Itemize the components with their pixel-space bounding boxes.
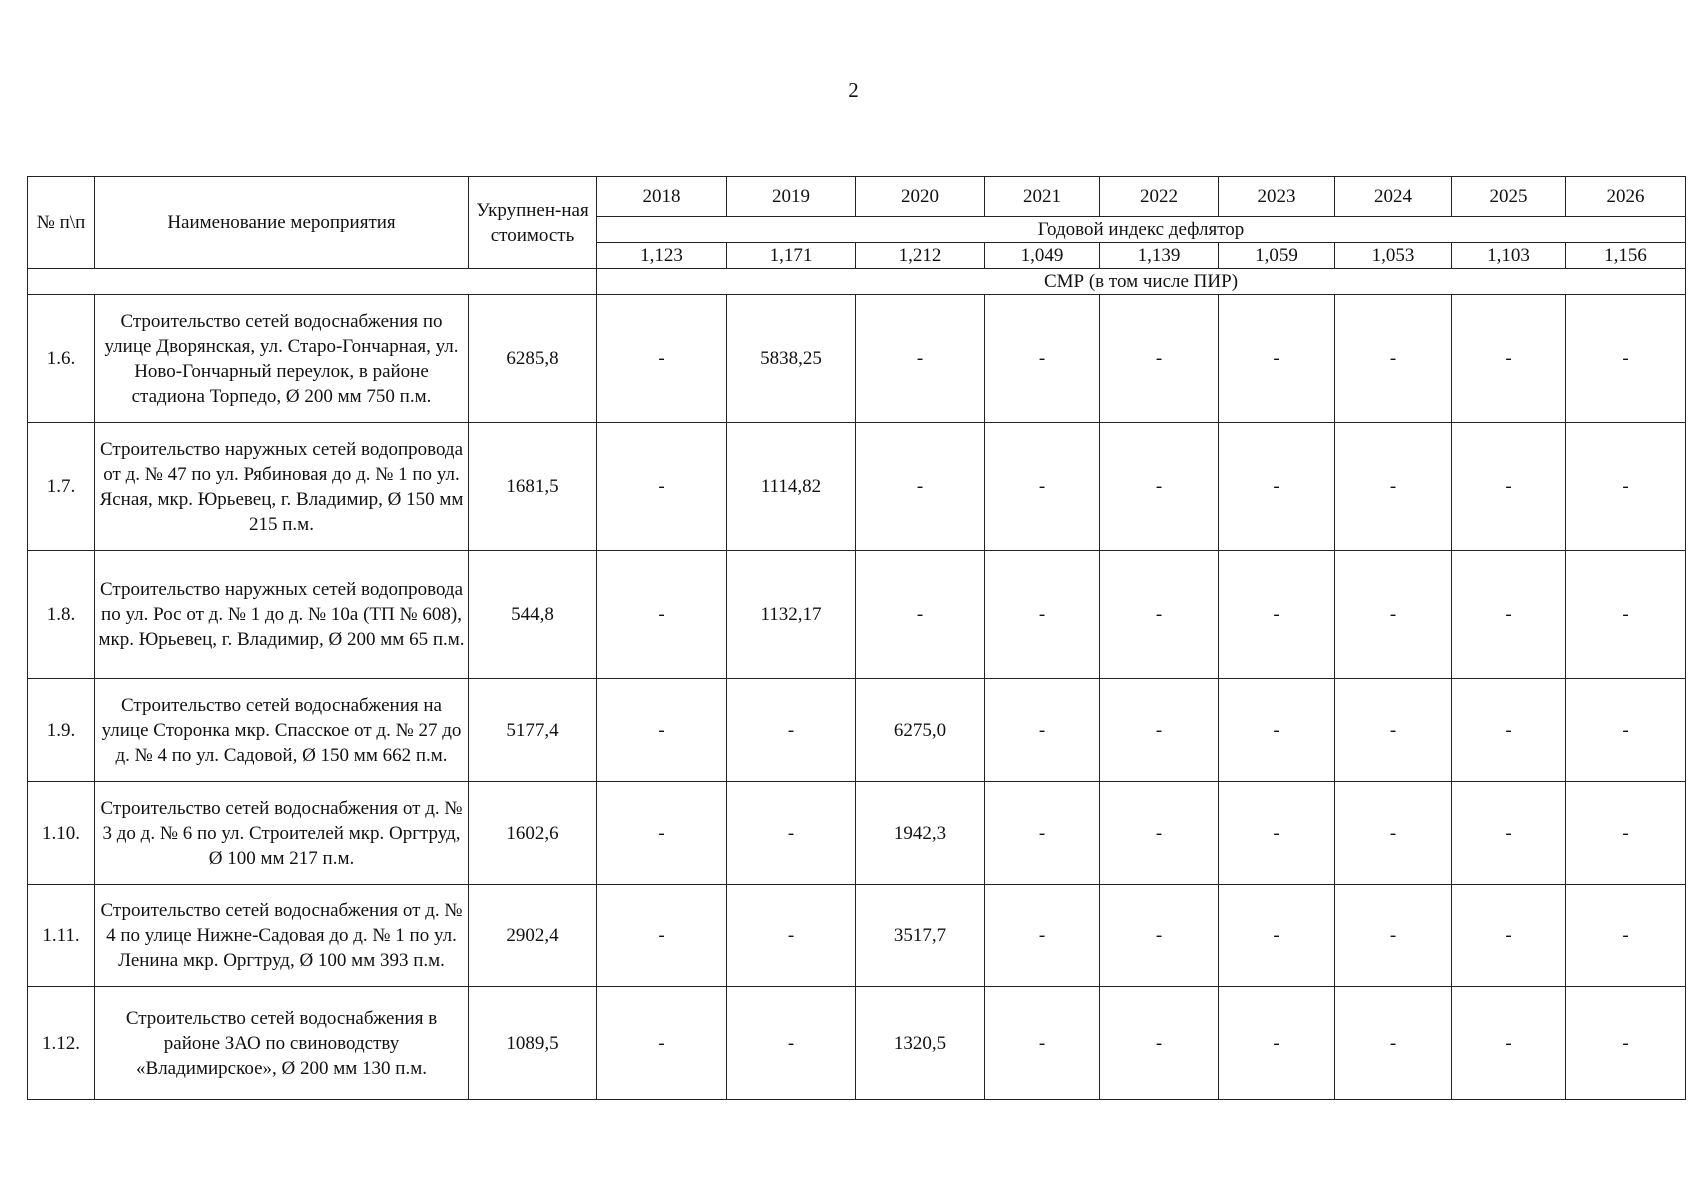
row-value: - [985,782,1100,885]
header-smr-label: СМР (в том числе ПИР) [597,269,1686,295]
row-value: - [856,551,985,679]
header-year: 2018 [597,177,727,217]
row-value: - [985,295,1100,423]
row-num: 1.10. [28,782,95,885]
header-year: 2025 [1452,177,1566,217]
header-deflator: 1,171 [727,243,856,269]
row-value: - [1566,885,1686,987]
row-value: - [1452,782,1566,885]
row-value: - [1219,987,1335,1100]
row-value: - [727,885,856,987]
header-deflator: 1,049 [985,243,1100,269]
row-value: - [1566,679,1686,782]
row-value: - [1100,551,1219,679]
row-value: - [1452,423,1566,551]
row-name: Строительство сетей водоснабжения в районе ЗАО по свиноводству «Владимирское», Ø 200 мм 130 п.м. [95,987,469,1100]
header-year: 2026 [1566,177,1686,217]
header-year: 2021 [985,177,1100,217]
row-value: - [597,885,727,987]
table-header [28,177,1686,295]
row-value: - [1100,295,1219,423]
row-num: 1.11. [28,885,95,987]
row-value: 1942,3 [856,782,985,885]
header-blank [28,269,597,295]
investment-table [27,176,1686,1100]
row-num: 1.8. [28,551,95,679]
row-value: - [1452,295,1566,423]
row-value: - [1566,551,1686,679]
row-name: Строительство сетей водоснабжения на улице Сторонка мкр. Спасское от д. № 27 до д. № 4 по ул. Садовой, Ø 150 мм 662 п.м. [95,679,469,782]
row-value: 1320,5 [856,987,985,1100]
row-cost: 1602,6 [469,782,597,885]
row-cost: 5177,4 [469,679,597,782]
header-year: 2024 [1335,177,1452,217]
row-value: - [1335,679,1452,782]
row-num: 1.12. [28,987,95,1100]
row-value: - [1335,885,1452,987]
row-name: Строительство наружных сетей водопровода от д. № 47 по ул. Рябиновая до д. № 1 по ул. Ясная, мкр. Юрьевец, г. Владимир, Ø 150 мм 215 п.м. [95,423,469,551]
row-value: - [1219,885,1335,987]
row-value: - [1335,551,1452,679]
row-name: Строительство сетей водоснабжения от д. № 3 до д. № 6 по ул. Строителей мкр. Оргтруд, Ø 100 мм 217 п.м. [95,782,469,885]
row-value: - [1219,295,1335,423]
header-name: Наименование мероприятия [95,177,469,269]
header-deflator: 1,059 [1219,243,1335,269]
row-value: - [727,679,856,782]
row-value: - [985,551,1100,679]
row-cost: 1089,5 [469,987,597,1100]
row-value: - [1452,987,1566,1100]
row-value: 5838,25 [727,295,856,423]
row-value: - [1335,987,1452,1100]
row-value: - [1335,782,1452,885]
row-value: - [727,782,856,885]
row-value: - [1452,551,1566,679]
row-value: - [1100,987,1219,1100]
row-value: - [985,885,1100,987]
header-year: 2020 [856,177,985,217]
row-value: - [985,987,1100,1100]
row-num: 1.6. [28,295,95,423]
row-value: - [856,295,985,423]
row-value: - [1335,423,1452,551]
header-deflator: 1,212 [856,243,985,269]
table-row [28,885,1686,987]
header-year: 2023 [1219,177,1335,217]
row-value: - [1566,423,1686,551]
table-row [28,679,1686,782]
header-deflator: 1,139 [1100,243,1219,269]
row-name: Строительство сетей водоснабжения по улице Дворянская, ул. Старо-Гончарная, ул. Ново-Гончарный переулок, в районе стадиона Торпедо, Ø 200 мм 750 п.м. [95,295,469,423]
row-value: - [597,782,727,885]
header-deflator: 1,053 [1335,243,1452,269]
header-year: 2022 [1100,177,1219,217]
row-value: - [1100,423,1219,551]
table-row [28,987,1686,1100]
row-name: Строительство наружных сетей водопровода по ул. Рос от д. № 1 до д. № 10а (ТП № 608), мкр. Юрьевец, г. Владимир, Ø 200 мм 65 п.м. [95,551,469,679]
row-value: - [1219,423,1335,551]
row-value: - [1566,987,1686,1100]
row-num: 1.9. [28,679,95,782]
row-value: - [1219,679,1335,782]
row-value: - [856,423,985,551]
row-value: - [1452,679,1566,782]
header-deflator: 1,156 [1566,243,1686,269]
table-row [28,782,1686,885]
row-value: - [597,295,727,423]
table-row [28,295,1686,423]
table-row [28,551,1686,679]
header-cost: Укрупнен-ная стоимость [469,177,597,269]
row-value: - [1100,679,1219,782]
row-num: 1.7. [28,423,95,551]
row-value: - [1566,782,1686,885]
row-value: - [1219,551,1335,679]
row-value: 1132,17 [727,551,856,679]
row-cost: 1681,5 [469,423,597,551]
header-deflator: 1,103 [1452,243,1566,269]
row-value: - [1566,295,1686,423]
row-value: - [1100,782,1219,885]
row-value: - [727,987,856,1100]
row-value: - [1100,885,1219,987]
header-num: № п\п [28,177,95,269]
row-value: - [597,423,727,551]
page-number: 2 [848,78,859,102]
row-cost: 6285,8 [469,295,597,423]
row-value: 3517,7 [856,885,985,987]
header-deflator: 1,123 [597,243,727,269]
row-value: - [597,679,727,782]
row-value: 6275,0 [856,679,985,782]
row-value: - [597,551,727,679]
row-value: - [597,987,727,1100]
row-value: 1114,82 [727,423,856,551]
header-year: 2019 [727,177,856,217]
row-value: - [985,423,1100,551]
table-body [28,295,1686,1100]
row-cost: 2902,4 [469,885,597,987]
row-cost: 544,8 [469,551,597,679]
row-value: - [1452,885,1566,987]
row-value: - [1219,782,1335,885]
header-deflator-label: Годовой индекс дефлятор [597,217,1686,243]
row-value: - [985,679,1100,782]
row-name: Строительство сетей водоснабжения от д. № 4 по улице Нижне-Садовая до д. № 1 по ул. Ленина мкр. Оргтруд, Ø 100 мм 393 п.м. [95,885,469,987]
table-row [28,423,1686,551]
row-value: - [1335,295,1452,423]
